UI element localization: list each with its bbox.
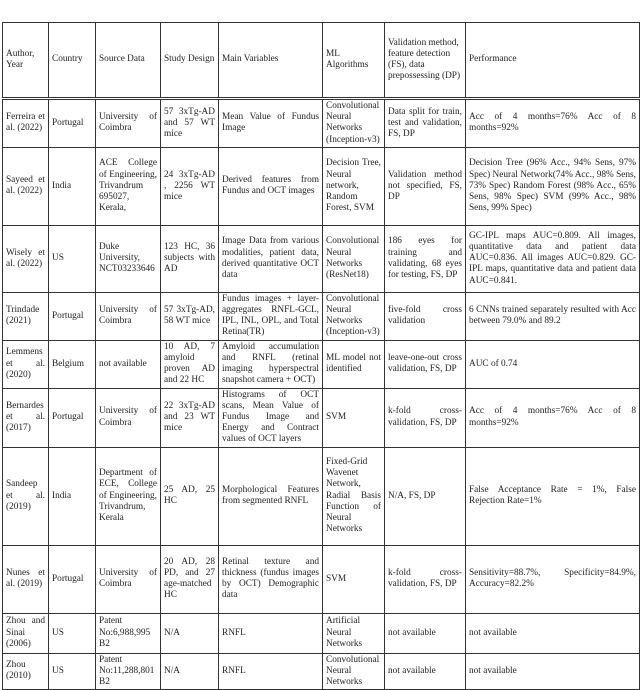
cell-country: Portugal xyxy=(49,292,96,340)
cell-source-data: University of Coimbra xyxy=(96,99,161,148)
cell-author-year: Wisely et al. (2022) xyxy=(3,225,49,292)
cell-source-data: University of Coimbra xyxy=(96,545,161,613)
cell-main-variables: Amyloid accumulation and RNFL (retinal imaging hyperspectral snapshot camera + OCT) xyxy=(219,340,323,388)
cell-performance: False Acceptance Rate = 1%, False Rejection Rate=1% xyxy=(466,447,640,545)
study-summary-table xyxy=(2,22,640,690)
cell-study-design: 24 3xTg-AD , 2256 WT mice xyxy=(161,147,219,225)
cell-ml-algorithms: SVM xyxy=(323,388,385,447)
cell-main-variables: Mean Value of Fundus Image xyxy=(219,99,323,148)
table-row xyxy=(3,388,640,447)
cell-validation-method: N/A, FS, DP xyxy=(385,447,466,545)
cell-author-year: Nunes et al. (2019) xyxy=(3,545,49,613)
header-author-year: Author, Year xyxy=(3,23,49,99)
table-row xyxy=(3,147,640,225)
header-country: Country xyxy=(49,23,96,99)
cell-performance: not available xyxy=(466,613,640,653)
cell-ml-algorithms: Decision Tree, Neural network, Random Forest, SVM xyxy=(323,147,385,225)
cell-main-variables: Derived features from Fundus and OCT images xyxy=(219,147,323,225)
header-study-design: Study Design xyxy=(161,23,219,99)
cell-validation-method: 186 eyes for training and validating, 68 eyes for testing, FS, DP xyxy=(385,225,466,292)
header-validation-method: Validation method, feature detection (FS), data prepossessing (DP) xyxy=(385,23,466,99)
cell-ml-algorithms: Convolutional Neural Networks xyxy=(323,653,385,690)
cell-country: US xyxy=(49,225,96,292)
table-row xyxy=(3,225,640,292)
cell-performance: Sensitivity=88.7%, Specificity=84.9%, Accuracy=82.2% xyxy=(466,545,640,613)
cell-study-design: 25 AD, 25 HC xyxy=(161,447,219,545)
table-row xyxy=(3,613,640,653)
cell-source-data: Department of ECE, College of Engineering, Trivandrum, Kerala xyxy=(96,447,161,545)
cell-source-data: Patent No:11,288,801 B2 xyxy=(96,653,161,690)
header-performance: Performance xyxy=(466,23,640,99)
table-row xyxy=(3,545,640,613)
table-row xyxy=(3,99,640,148)
cell-performance: Acc of 4 months=76% Acc of 8 months=92% xyxy=(466,99,640,148)
cell-country: Portugal xyxy=(49,388,96,447)
cell-source-data: not available xyxy=(96,340,161,388)
table-header-row xyxy=(3,23,640,99)
table-row xyxy=(3,447,640,545)
cell-author-year: Zhou and Sinai (2006) xyxy=(3,613,49,653)
cell-study-design: 57 3xTg-AD and 57 WT mice xyxy=(161,99,219,148)
header-main-variables: Main Variables xyxy=(219,23,323,99)
cell-author-year: Zhou (2010) xyxy=(3,653,49,690)
cell-country: US xyxy=(49,653,96,690)
cell-performance: Acc of 4 months=76% Acc of 8 months=92% xyxy=(466,388,640,447)
cell-main-variables: Image Data from various modalities, patient data, derived quantitative OCT data xyxy=(219,225,323,292)
cell-author-year: Lemmens et al. (2020) xyxy=(3,340,49,388)
cell-validation-method: leave-one-out cross validation, FS, DP xyxy=(385,340,466,388)
cell-study-design: 10 AD, 7 amyloid proven AD and 22 HC xyxy=(161,340,219,388)
cell-main-variables: RNFL xyxy=(219,613,323,653)
cell-author-year: Bernardes et al. (2017) xyxy=(3,388,49,447)
header-source-data: Source Data xyxy=(96,23,161,99)
cell-country: Portugal xyxy=(49,99,96,148)
cell-study-design: N/A xyxy=(161,653,219,690)
cell-performance: Decision Tree (96% Acc., 94% Sens, 97% Spec) Neural Network(74% Acc., 98% Sens, 73% Spec) Random Forest (98% Acc., 65% Sens, 98% Spec) SVM (99% Acc., 98% Sens, 99% Spec) xyxy=(466,147,640,225)
cell-country: India xyxy=(49,447,96,545)
cell-ml-algorithms: SVM xyxy=(323,545,385,613)
cell-source-data: University of Coimbra xyxy=(96,388,161,447)
table-row xyxy=(3,340,640,388)
cell-main-variables: Fundus images + layer-aggregates RNFL-GCL, IPL, INL, OPL, and Total Retina(TR) xyxy=(219,292,323,340)
cell-country: India xyxy=(49,147,96,225)
cell-validation-method: k-fold cross-validation, FS, DP xyxy=(385,545,466,613)
cell-source-data: Duke University, NCT03233646 xyxy=(96,225,161,292)
cell-validation-method: Data split for train, test and validation, FS, DP xyxy=(385,99,466,148)
cell-country: US xyxy=(49,613,96,653)
cell-country: Belgium xyxy=(49,340,96,388)
cell-validation-method: not available xyxy=(385,653,466,690)
cell-main-variables: Retinal texture and thickness (fundus images by OCT) Demographic data xyxy=(219,545,323,613)
cell-performance: GC-IPL maps AUC=0.809. All images, quantitative data and patient data AUC=0.836. All images AUC=0.829. GC-IPL maps, quantitative data and patient data AUC=0.841. xyxy=(466,225,640,292)
cell-main-variables: Histograms of OCT scans, Mean Value of Fundus Image and Energy and Contract values of OCT layers xyxy=(219,388,323,447)
cell-ml-algorithms: Convolutional Neural Networks (Inception-v3) xyxy=(323,292,385,340)
cell-source-data: University of Coimbra xyxy=(96,292,161,340)
cell-ml-algorithms: ML model not identified xyxy=(323,340,385,388)
header-ml-algorithms: ML Algorithms xyxy=(323,23,385,99)
cell-ml-algorithms: Convolutional Neural Networks (Inception-v3) xyxy=(323,99,385,148)
cell-study-design: 57 3xTg-AD, 58 WT mice xyxy=(161,292,219,340)
cell-validation-method: k-fold cross-validation, FS, DP xyxy=(385,388,466,447)
cell-performance: not available xyxy=(466,653,640,690)
cell-study-design: 22 3xTg-AD and 23 WT mice xyxy=(161,388,219,447)
table-row xyxy=(3,292,640,340)
cell-performance: AUC of 0.74 xyxy=(466,340,640,388)
cell-ml-algorithms: Fixed-Grid Wavenet Network, Radial Basis Function of Neural Networks xyxy=(323,447,385,545)
cell-main-variables: RNFL xyxy=(219,653,323,690)
cell-validation-method: Validation method not specified, FS, DP xyxy=(385,147,466,225)
cell-validation-method: not available xyxy=(385,613,466,653)
cell-country: Portugal xyxy=(49,545,96,613)
cell-author-year: Trindade (2021) xyxy=(3,292,49,340)
cell-study-design: 123 HC, 36 subjects with AD xyxy=(161,225,219,292)
cell-performance: 6 CNNs trained separately resulted with Acc between 79.0% and 89.2 xyxy=(466,292,640,340)
cell-study-design: N/A xyxy=(161,613,219,653)
cell-study-design: 20 AD, 28 PD, and 27 age-matched HC xyxy=(161,545,219,613)
cell-source-data: Patent No:6,988,995 B2 xyxy=(96,613,161,653)
cell-main-variables: Morphological Features from segmented RNFL xyxy=(219,447,323,545)
cell-author-year: Sandeep et al. (2019) xyxy=(3,447,49,545)
cell-validation-method: five-fold cross validation xyxy=(385,292,466,340)
cell-ml-algorithms: Convolutional Neural Networks (ResNet18) xyxy=(323,225,385,292)
table-row xyxy=(3,653,640,690)
cell-source-data: ACE College of Engineering, Trivandrum 695027, Kerala, xyxy=(96,147,161,225)
cell-author-year: Ferreira et al. (2022) xyxy=(3,99,49,148)
cell-author-year: Sayeed et al. (2022) xyxy=(3,147,49,225)
cell-ml-algorithms: Artificial Neural Networks xyxy=(323,613,385,653)
